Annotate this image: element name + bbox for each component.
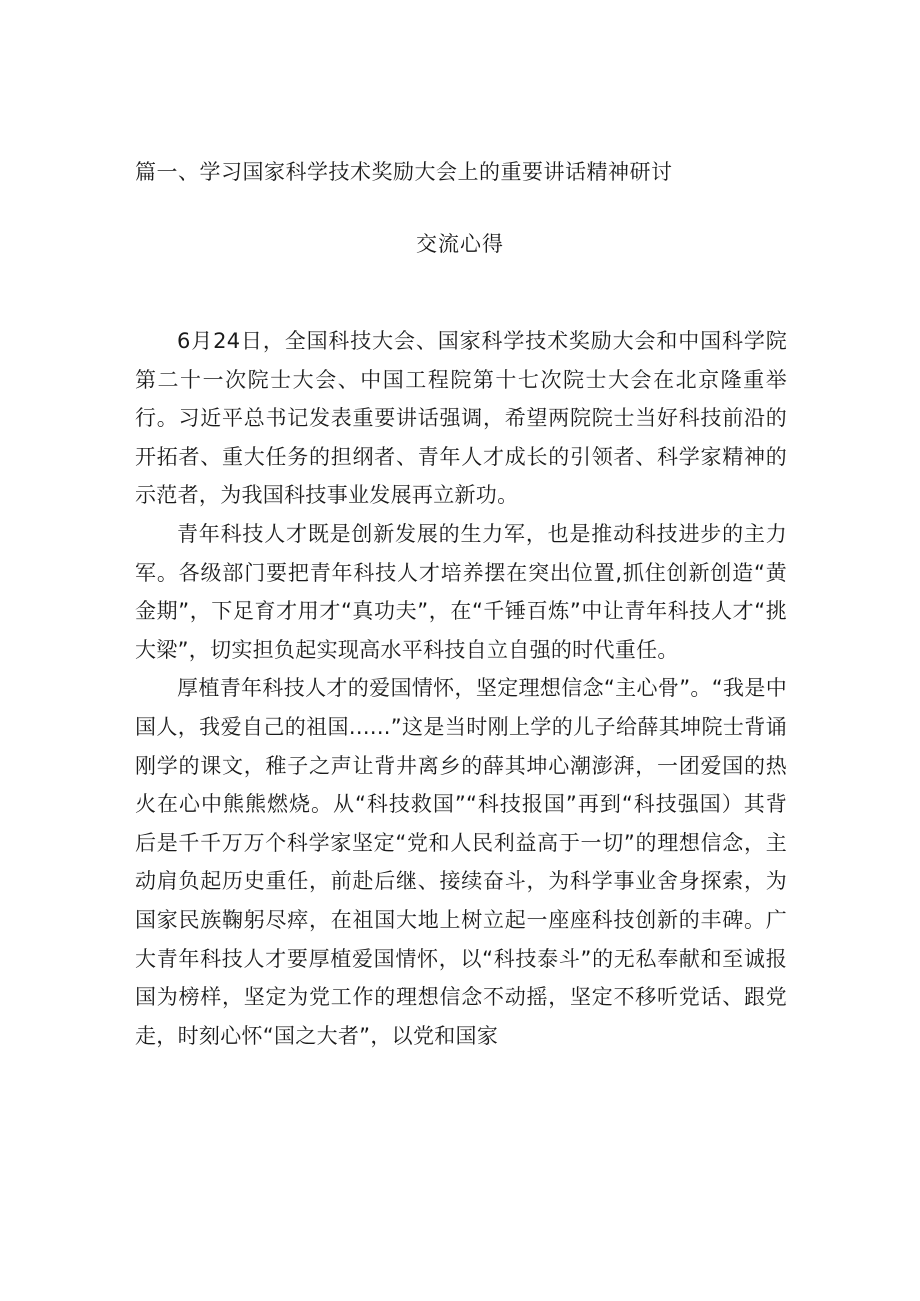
document-subtitle: 交流心得 xyxy=(416,232,504,256)
paragraph: 6月24日，全国科技大会、国家科学技术奖励大会和中国科学院第二十一次院士大会、中国工程院第十七次院士大会在北京隆重举行。习近平总书记发表重要讲话强调，希望两院院士当好科技前沿的开拓者、重大任务的担纲者、青年人才成长的引领者、科学家精神的示范者，为我国科技事业发展再立新功。 xyxy=(135,329,787,508)
document-title: 篇一、学习国家科学技术奖励大会上的重要讲话精神研讨 xyxy=(135,160,673,184)
document-body xyxy=(135,322,787,1055)
paragraph: 青年科技人才既是创新发展的生力军，也是推动科技进步的主力军。各级部门要把青年科技人才培养摆在突出位置,抓住创新创造“黄金期”，下足育才用才“真功夫”，在“千锤百炼”中让青年科技人才“挑大梁”，切实担负起实现高水平科技自立自强的时代重任。 xyxy=(135,521,787,662)
paragraph: 厚植青年科技人才的爱国情怀，坚定理想信念“主心骨”。“我是中国人，我爱自己的祖国......”这是当时刚上学的儿子给薛其坤院士背诵刚学的课文，稚子之声让背井离乡的薛其坤心潮澎湃，一团爱国的热火在心中熊熊燃烧。从“科技救国”“科技报国”再到“科技强国）其背后是千千万万个科学家坚定“党和人民利益高于一切”的理想信念，主动肩负起历史重任，前赴后继、接续奋斗，为科学事业舍身探索，为国家民族鞠躬尽瘁，在祖国大地上树立起一座座科技创新的丰碑。广大青年科技人才要厚植爱国情怀，以“科技泰斗”的无私奉献和至诚报国为榜样，坚定为党工作的理想信念不动摇，坚定不移听党话、跟党走，时刻心怀“国之大者”，以党和国家 xyxy=(135,676,787,1048)
